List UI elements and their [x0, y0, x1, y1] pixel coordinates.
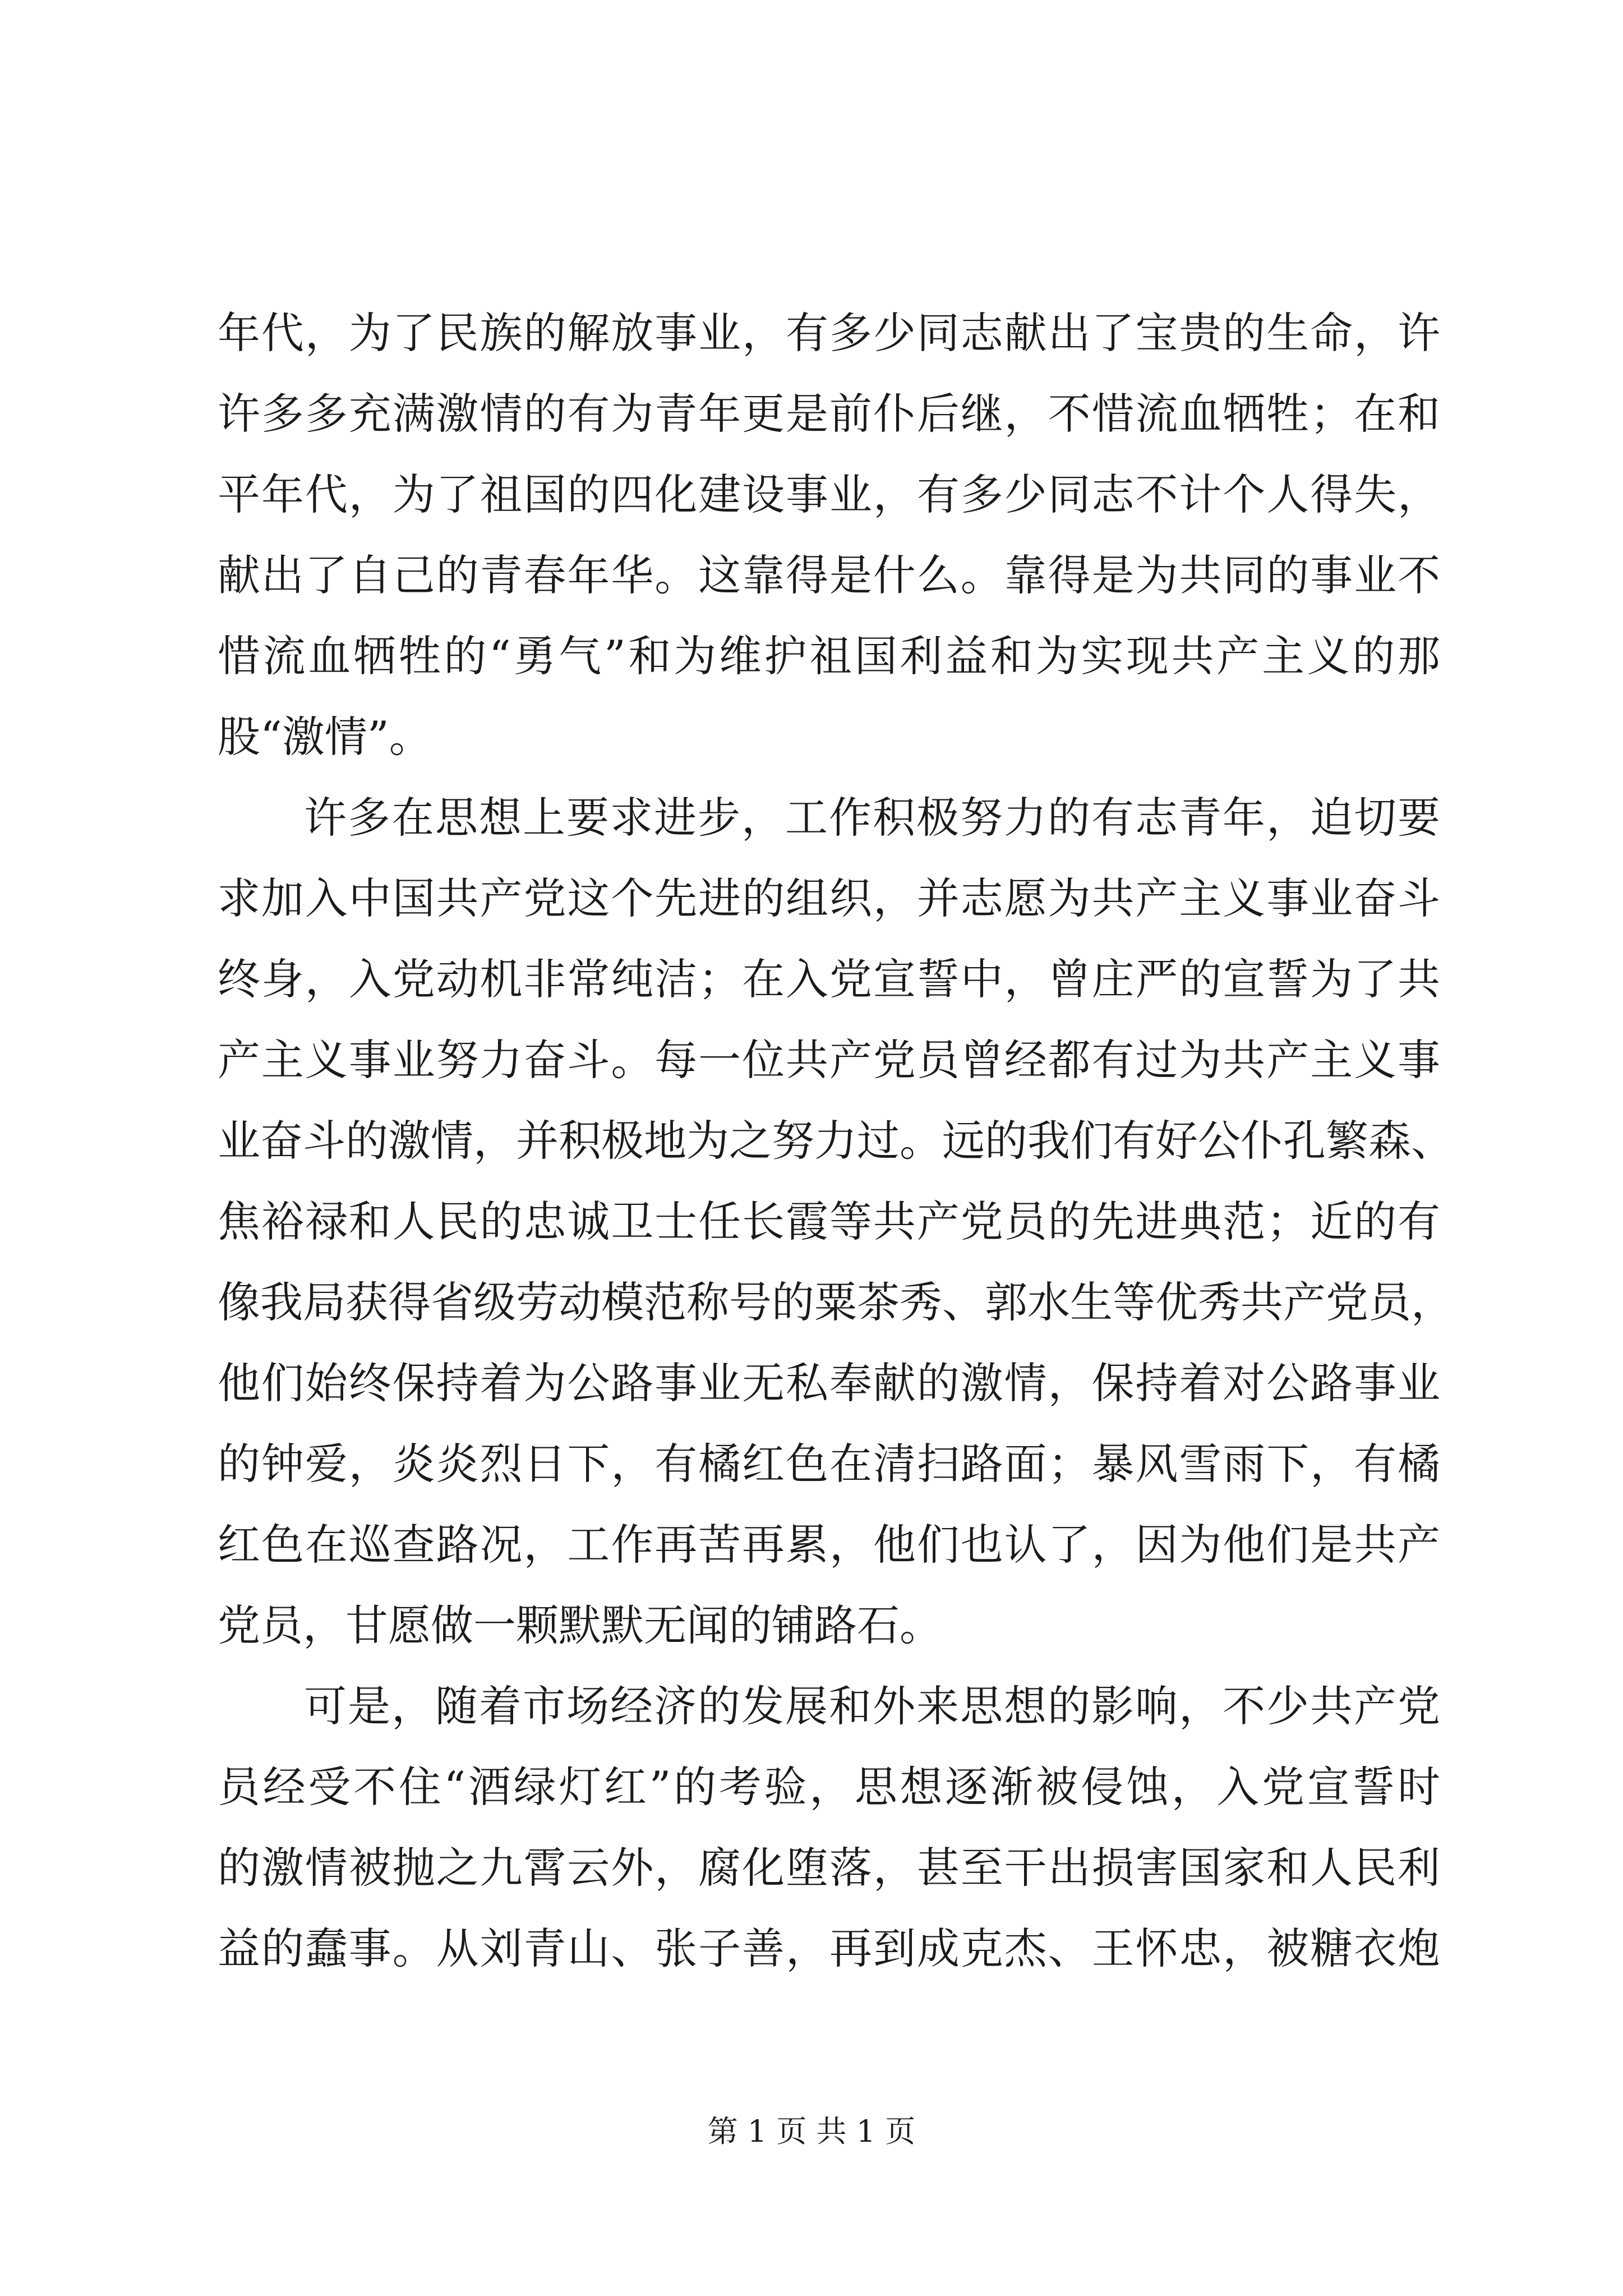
text-line: 像我局获得省级劳动模范称号的粟茶秀、郭水生等优秀共产党员， — [218, 1277, 1454, 1327]
text-line: 的激情被抛之九霄云外，腐化堕落，甚至干出损害国家和人民利 — [218, 1843, 1440, 1893]
text-line: 许多多充满激情的有为青年更是前仆后继，不惜流血牺牲；在和 — [218, 389, 1440, 439]
paragraph-first-line: 许多在思想上要求进步，工作积极努力的有志青年，迫切要 — [304, 793, 1440, 843]
text-line: 的钟爱，炎炎烈日下，有橘红色在清扫路面；暴风雪雨下，有橘 — [218, 1439, 1440, 1489]
text-line: 红色在巡查路况，工作再苦再累，他们也认了，因为他们是共产 — [218, 1520, 1440, 1570]
text-line: 股“激情”。 — [218, 712, 432, 762]
page-number-footer: 第 1 页 共 1 页 — [707, 2114, 916, 2149]
paragraph-first-line: 可是，随着市场经济的发展和外来思想的影响，不少共产党 — [304, 1681, 1440, 1731]
text-line: 年代，为了民族的解放事业，有多少同志献出了宝贵的生命，许 — [218, 308, 1440, 358]
text-line: 焦裕禄和人民的忠诚卫士任长霞等共产党员的先进典范；近的有 — [218, 1197, 1440, 1246]
text-line: 他们始终保持着为公路事业无私奉献的激情，保持着对公路事业 — [218, 1358, 1440, 1408]
text-line: 业奋斗的激情，并积极地为之努力过。远的我们有好公仆孔繁森、 — [218, 1116, 1454, 1166]
text-line: 产主义事业努力奋斗。每一位共产党员曾经都有过为共产主义事 — [218, 1035, 1440, 1085]
text-line: 党员，甘愿做一颗默默无闻的铺路石。 — [218, 1600, 942, 1650]
text-line: 益的蠢事。从刘青山、张子善，再到成克杰、王怀忠，被糖衣炮 — [218, 1924, 1440, 1973]
document-body — [218, 293, 1454, 1989]
text-line: 献出了自己的青春年华。这靠得是什么。靠得是为共同的事业不 — [218, 550, 1440, 600]
text-line: 员经受不住“酒绿灯红”的考验，思想逐渐被侵蚀，入党宣誓时 — [218, 1762, 1440, 1812]
text-line: 求加入中国共产党这个先进的组织，并志愿为共产主义事业奋斗 — [218, 873, 1440, 923]
text-line: 惜流血牺牲的“勇气”和为维护祖国利益和为实现共产主义的那 — [218, 631, 1440, 681]
text-line: 平年代，为了祖国的四化建设事业，有多少同志不计个人得失， — [218, 470, 1440, 519]
text-line: 终身，入党动机非常纯洁；在入党宣誓中，曾庄严的宣誓为了共 — [218, 954, 1440, 1004]
